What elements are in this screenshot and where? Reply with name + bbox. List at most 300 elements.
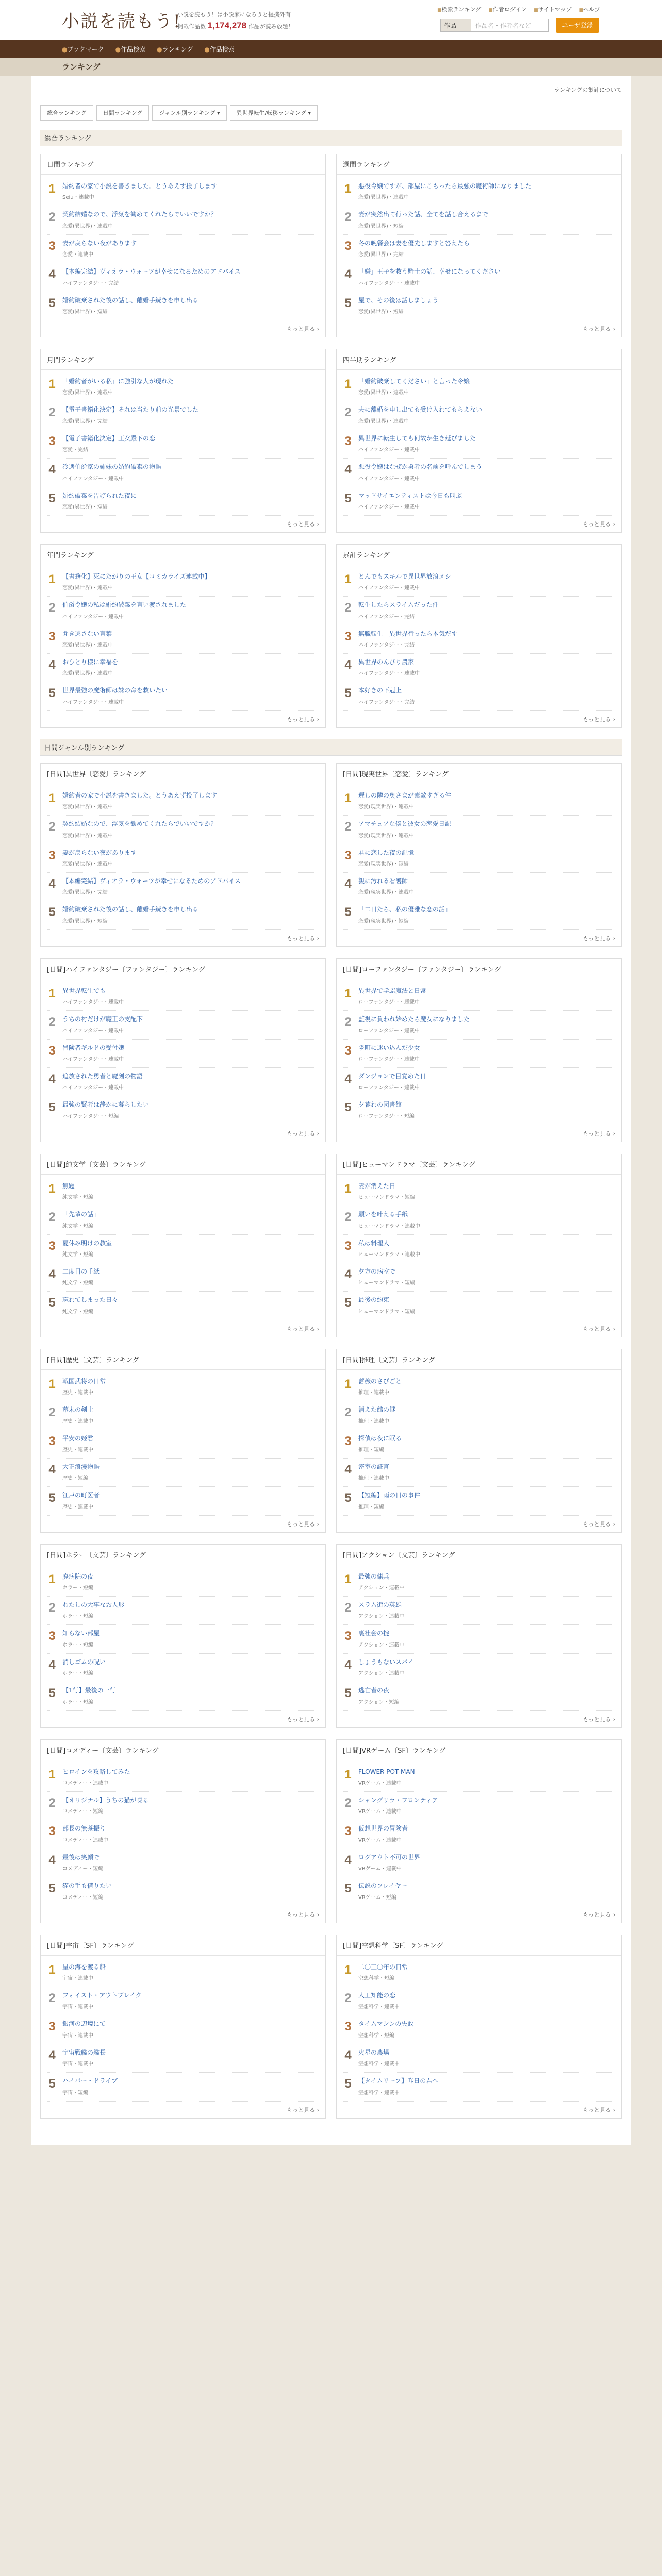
nav-item[interactable]: ● 作品検索 [204, 45, 235, 54]
rank-title-link[interactable]: 忘れてしまった日々 [62, 1296, 119, 1304]
ranking-tabs [40, 105, 622, 121]
ranking-card [40, 958, 326, 1142]
rank-title-link[interactable]: 平安の姫君 [62, 1434, 94, 1442]
rank-body [62, 2077, 319, 2095]
rank-meta: 歴史・連載中 [62, 1447, 93, 1453]
rank-body [62, 1296, 319, 1314]
site-logo-text: 小説を読もう! [62, 11, 181, 32]
rank-title-link[interactable]: 【書籍化】死にたがりの王女【コミカライズ連載中】 [62, 572, 211, 580]
rank-title-link[interactable]: FLOWER POT MAN [358, 1768, 415, 1775]
more-link[interactable]: もっと見る › [41, 711, 325, 727]
rank-title-link[interactable]: 婚約者の家で小説を書きました。とうあえず投了します [62, 182, 218, 190]
rank-meta: ハイファンタジー・連載中 [62, 1056, 124, 1062]
ranking-item [47, 844, 319, 873]
rank-body [62, 434, 319, 453]
ranking-item [343, 2015, 615, 2044]
rank-title-link[interactable]: フォイスト・アウトブレイク [62, 1991, 142, 1999]
header-link[interactable]: ■ サイトマップ [534, 5, 571, 13]
rank-title-link[interactable]: 親に汚れる看護師 [358, 877, 408, 885]
rank-title-link[interactable]: 【タイムリープ】昨日の君へ [358, 2077, 439, 2085]
rank-title-link[interactable]: 「先輩の話」 [62, 1211, 100, 1218]
rank-title-link[interactable]: 仮想世界の冒険者 [358, 1825, 408, 1833]
rank-title-link[interactable]: 薔薇のさびごと [358, 1377, 402, 1385]
rank-number: 1 [48, 791, 56, 805]
rank-title-link[interactable]: シャングリラ・フロンティア [358, 1797, 438, 1804]
rank-body [62, 1210, 319, 1229]
rank-number: 2 [344, 1405, 352, 1420]
ranking-item [47, 816, 319, 844]
rank-title-link[interactable]: 「婚約破棄してください」と言った令嬢 [358, 377, 470, 385]
ranking-list [41, 565, 325, 711]
ranking-list [337, 1175, 621, 1320]
rank-body [62, 1796, 319, 1815]
more-link[interactable]: もっと見る › [337, 2102, 621, 2118]
ranking-list [337, 1956, 621, 2102]
rank-title-link[interactable]: 願いを叶える手紙 [358, 1211, 408, 1218]
search-input[interactable]: 作品名・作者名など [471, 19, 549, 32]
rank-meta: 恋愛(異世界)・完結 [62, 890, 108, 896]
more-link[interactable]: もっと見る › [337, 1516, 621, 1532]
rank-title-link[interactable]: 江戸の町医者 [62, 1492, 100, 1499]
rank-title-link[interactable]: 逃亡者の夜 [358, 1687, 390, 1694]
rank-body [62, 1658, 319, 1676]
rank-number: 4 [48, 2048, 56, 2062]
rank-meta: VRゲーム・短編 [358, 1894, 396, 1901]
main-content [31, 76, 631, 2145]
rank-number: 3 [344, 239, 352, 253]
rank-title-link[interactable]: ログアウト不可の世界 [358, 1853, 421, 1861]
rank-title-link[interactable]: 君に恋した夜の記憶 [358, 849, 415, 856]
rank-title-link[interactable]: 二〇三〇年の日常 [358, 1963, 408, 1971]
ranking-item [343, 487, 615, 516]
ranking-item [343, 1682, 615, 1710]
search-type-select[interactable]: 作品 [440, 19, 471, 32]
ranking-item [47, 373, 319, 401]
more-link[interactable]: もっと見る › [41, 320, 325, 337]
rank-title-link[interactable]: 知らない部屋 [62, 1630, 100, 1637]
rank-title-link[interactable]: 妻が戻らない夜があります [62, 849, 137, 856]
rank-body [62, 2048, 319, 2067]
ranking-item [343, 1568, 615, 1597]
more-link[interactable]: もっと見る › [337, 516, 621, 532]
rank-meta: 歴史・連載中 [62, 1418, 93, 1425]
rank-meta: アクション・連載中 [358, 1614, 405, 1620]
rank-title-link[interactable]: 最強の賢者は静かに暮らしたい [62, 1101, 150, 1109]
rank-title-link[interactable]: スラム街の英雄 [358, 1601, 402, 1609]
ranking-item [343, 1959, 615, 1987]
nav-item[interactable]: ● ランキング [157, 45, 193, 54]
rank-meta: ハイファンタジー・完結 [358, 699, 415, 705]
rank-title-link[interactable]: 【電子書籍化決定】王女殿下の恋 [62, 434, 156, 442]
rank-title-link[interactable]: 【電子書籍化決定】それは当たり前の光景でした [62, 406, 199, 414]
rank-number: 5 [344, 2077, 352, 2091]
ranking-item [343, 373, 615, 401]
stats-prefix: 掲載作品数 [177, 23, 206, 30]
rank-number: 5 [344, 905, 352, 920]
rank-meta: コメディー・連載中 [62, 1781, 109, 1787]
rank-body [62, 601, 319, 619]
rank-title-link[interactable]: 【本編完結】ヴィオラ・ウォーツが幸せになるためのアドバイス [62, 877, 241, 885]
rank-title-link[interactable]: 悪役令嬢ですが、部屋にこもったら最強の魔術師になりました [358, 182, 532, 190]
ranking-card [40, 1739, 326, 1923]
rank-title-link[interactable]: わたしの大事なお人形 [62, 1601, 125, 1609]
rank-body [358, 630, 615, 648]
rank-title-link[interactable]: ヒロインを攻略してみた [62, 1768, 130, 1775]
rank-title-link[interactable]: 本好きの下剋上 [358, 687, 402, 694]
rank-title-link[interactable]: 「婚約者がいる私」に強引な人が現れた [62, 377, 174, 385]
ranking-item [343, 1764, 615, 1792]
rank-title-link[interactable]: 妻が消えた日 [358, 1182, 396, 1190]
ranking-item [343, 1849, 615, 1877]
footer-spacer [0, 2145, 662, 2166]
rank-title-link[interactable]: 部長の無茶振り [62, 1825, 106, 1833]
rank-title-link[interactable]: 星の海を渡る船 [62, 1963, 106, 1971]
rank-title-link[interactable]: 冬の晩餐会は妻を優先しますと答えたら [358, 239, 470, 247]
rank-meta: 恋愛(異世界)・連載中 [62, 833, 113, 839]
rank-meta: アクション・連載中 [358, 1671, 405, 1677]
ranking-card-title: [日間]VRゲーム〔SF〕ランキング [337, 1740, 621, 1760]
rank-title-link[interactable]: 婚約破棄を告げられた夜に [62, 492, 137, 499]
rank-body [62, 210, 319, 229]
rank-meta: 恋愛(異世界)・短編 [62, 918, 108, 924]
rank-meta: ホラー・短編 [62, 1642, 93, 1648]
ranking-item [343, 1820, 615, 1849]
rank-meta: 空想科学・短編 [358, 2032, 394, 2039]
rank-meta: 宇宙・連載中 [62, 2032, 93, 2039]
rank-title-link[interactable]: 夫に離婚を申し出ても受け入れてもらえない [358, 406, 483, 414]
rank-title-link[interactable]: 無職転生 - 異世界行ったら本気だす - [358, 630, 462, 637]
rank-title-link[interactable]: うちの村だけが魔王の支配下 [62, 1015, 143, 1023]
ranking-item [343, 1625, 615, 1653]
rank-meta: ハイファンタジー・連載中 [358, 585, 420, 591]
rank-meta: アクション・連載中 [358, 1642, 405, 1648]
rank-meta: 恋愛(現実世界)・連載中 [358, 804, 414, 810]
rank-title-link[interactable]: 転生したらスライムだった件 [358, 601, 439, 609]
rank-meta: 純文学・短編 [62, 1280, 93, 1286]
rank-number: 5 [344, 686, 352, 701]
rank-meta: ハイファンタジー・完結 [358, 642, 415, 649]
rank-meta: ローファンタジー・連載中 [358, 1085, 420, 1091]
rank-number: 2 [344, 405, 352, 420]
rank-number: 4 [48, 463, 56, 477]
rank-meta: ローファンタジー・短編 [358, 1113, 415, 1120]
rank-meta: 純文学・短編 [62, 1195, 93, 1201]
rank-title-link[interactable]: 妻が戻らない夜があります [62, 239, 137, 247]
ranking-item [343, 1597, 615, 1625]
rank-title-link[interactable]: 最後の約束 [358, 1296, 390, 1304]
rank-title-link[interactable]: 冷遇伯爵家の姉妹の婚約破棄の物語 [62, 463, 162, 471]
ranking-item [343, 1292, 615, 1320]
rank-meta: ハイファンタジー・連載中 [62, 1028, 124, 1034]
tab-isekai[interactable]: 異世界転生/転移ランキング ▾ [230, 105, 318, 121]
rank-number: 1 [48, 572, 56, 586]
rank-title-link[interactable]: 【本編完結】ヴィオラ・ウォーツが幸せになるためのアドバイス [62, 268, 241, 276]
rank-body [358, 1658, 615, 1676]
more-link[interactable]: もっと見る › [41, 930, 325, 946]
site-header [0, 0, 662, 40]
rank-body [358, 1405, 615, 1424]
rank-number: 2 [344, 1601, 352, 1615]
rank-number: 5 [48, 1491, 56, 1505]
rank-body [62, 405, 319, 424]
rank-title-link[interactable]: 伝説のプレイヤー [358, 1882, 407, 1890]
rank-title-link[interactable]: 婚約破棄された後の話し、離婚手続きを申し出る [62, 296, 199, 304]
more-link[interactable]: もっと見る › [41, 1906, 325, 1923]
rank-title-link[interactable]: 追放された勇者と魔剣の物語 [62, 1072, 143, 1080]
rank-meta: VRゲーム・連載中 [358, 1809, 402, 1815]
rank-number: 2 [48, 405, 56, 420]
rank-title-link[interactable]: ダンジョンで目覚めた日 [358, 1072, 426, 1080]
rank-title-link[interactable]: 廃病院の夜 [62, 1572, 94, 1580]
rank-title-link[interactable]: 異世界のんびり農家 [358, 658, 415, 666]
rank-title-link[interactable]: 最後は笑顔で [62, 1853, 100, 1861]
rank-meta: 恋愛(異世界)・連載中 [358, 195, 409, 201]
rank-title-link[interactable]: 世界最強の魔術師は妹の命を救いたい [62, 687, 168, 694]
rank-title-link[interactable]: 無題 [62, 1182, 75, 1190]
ranking-item [343, 1068, 615, 1096]
ranking-card [336, 154, 622, 337]
rank-body [62, 1572, 319, 1591]
ranking-item [47, 263, 319, 292]
rank-title-link[interactable]: 【短編】雨の日の事件 [358, 1492, 421, 1499]
ranking-card [336, 1349, 622, 1533]
ranking-list [337, 175, 621, 320]
ranking-card [40, 1154, 326, 1337]
ranking-item [47, 430, 319, 459]
header-links [437, 5, 600, 13]
ranking-item [47, 1487, 319, 1515]
rank-title-link[interactable]: 消しゴムの呪い [62, 1658, 106, 1666]
rank-title-link[interactable]: 妻が突然出て行った話、全てを話し合えるまで [358, 211, 489, 218]
rank-title-link[interactable]: 遅しの隣の奥さまが素敵すぎる件 [358, 791, 452, 799]
rank-meta: コメディー・短編 [62, 1809, 104, 1815]
rank-body [358, 905, 615, 924]
ranking-item [47, 206, 319, 234]
rank-title-link[interactable]: 夕方の病室で [358, 1267, 396, 1275]
ranking-item [343, 292, 615, 320]
rank-body [62, 905, 319, 924]
ranking-item [47, 1430, 319, 1459]
rank-title-link[interactable]: 契約結婚なので、浮気を勧めてくれたらでいいですか？ [62, 211, 217, 218]
ranking-item [343, 682, 615, 710]
rank-title-link[interactable]: 夕暮れの図書館 [358, 1101, 402, 1109]
more-link[interactable]: もっと見る › [41, 1711, 325, 1727]
ranking-info-link[interactable]: ランキングの集計について [554, 87, 622, 93]
rank-title-link[interactable]: タイムマシンの失敗 [358, 2020, 414, 2028]
ranking-item [343, 235, 615, 263]
rank-title-link[interactable]: 異世界に転生しても何故か生き延びました [358, 434, 476, 442]
rank-title-link[interactable]: 【オリジナル】うちの猫が喋る [62, 1797, 149, 1804]
rank-title-link[interactable]: 「二日たら、私の優雅な恋の話」 [358, 906, 452, 913]
rank-title-link[interactable]: 幕末の剣士 [62, 1406, 94, 1414]
rank-title-link[interactable]: 二度目の手紙 [62, 1267, 100, 1275]
rank-meta: 歴史・短編 [62, 1476, 88, 1482]
more-link[interactable]: もっと見る › [41, 1125, 325, 1142]
search-box [440, 19, 549, 32]
rank-title-link[interactable]: 婚約者の家で小説を書きました。とうあえず投了します [62, 791, 218, 799]
ranking-list [41, 1565, 325, 1711]
ranking-card [336, 1544, 622, 1728]
ranking-card [336, 958, 622, 1142]
rank-body [62, 630, 319, 648]
rank-title-link[interactable]: おひとり様に幸福を [62, 658, 119, 666]
rank-title-link[interactable]: 夏休み明けの教室 [62, 1239, 112, 1247]
tab-genre[interactable]: ジャンル別ランキング ▾ [152, 105, 226, 121]
rank-title-link[interactable]: アマチュアな僕と彼女の恋愛日記 [358, 820, 451, 828]
rank-body [62, 820, 319, 838]
rank-title-link[interactable]: 消えた館の謎 [358, 1406, 396, 1414]
more-link[interactable]: もっと見る › [337, 711, 621, 727]
rank-body [62, 463, 319, 481]
rank-number: 3 [344, 1824, 352, 1839]
rank-meta: コメディー・連載中 [62, 1837, 109, 1843]
more-link[interactable]: もっと見る › [337, 1320, 621, 1337]
ranking-item [47, 459, 319, 487]
stats-count: 1,174,278 [207, 21, 247, 30]
rank-meta: 空想科学・短編 [358, 1975, 394, 1981]
rank-title-link[interactable]: 銀河の辺境にて [62, 2020, 106, 2028]
more-link[interactable]: もっと見る › [337, 1711, 621, 1727]
ranking-item [343, 787, 615, 816]
rank-title-link[interactable]: 監視に負われ始めたら魔女になりました [358, 1015, 470, 1023]
rank-body [62, 267, 319, 286]
rank-number: 2 [344, 820, 352, 834]
rank-title-link[interactable]: 伯爵令嬢の私は婚約破棄を言い渡されました [62, 601, 187, 609]
rank-number: 1 [344, 1767, 352, 1782]
ranking-item [343, 873, 615, 901]
nav-item[interactable]: ● 作品検索 [115, 45, 146, 54]
site-logo[interactable] [62, 7, 181, 32]
rank-number: 4 [48, 1657, 56, 1672]
tab-total[interactable]: 総合ランキング [40, 105, 93, 121]
rank-title-link[interactable]: 密室の証言 [358, 1463, 390, 1470]
rank-title-link[interactable]: 【1行】最後の一行 [62, 1687, 116, 1694]
rank-meta: 恋愛(異世界)・連載中 [62, 585, 113, 591]
rank-number: 4 [344, 1462, 352, 1477]
rank-body [358, 1963, 615, 1981]
rank-number: 2 [48, 1796, 56, 1810]
more-link[interactable]: もっと見る › [41, 516, 325, 532]
rank-meta: 恋愛(現実世界)・短編 [358, 918, 409, 924]
rank-title-link[interactable]: 隣町に迷い込んだ少女 [358, 1044, 421, 1052]
rank-title-link[interactable]: 宇宙戦艦の艦長 [62, 2048, 106, 2056]
rank-title-link[interactable]: しょうもないスパイ [358, 1658, 415, 1666]
rank-meta: 宇宙・連載中 [62, 2004, 93, 2010]
rank-body [62, 2020, 319, 2038]
rank-title-link[interactable]: 戦国武将の日常 [62, 1377, 106, 1385]
rank-title-link[interactable]: 最強の傭兵 [358, 1572, 390, 1580]
ranking-item [47, 625, 319, 654]
rank-title-link[interactable]: 「嫌」王子を救う騎士の話、幸せになってください [358, 268, 501, 276]
ranking-card [336, 763, 622, 947]
rank-number: 4 [344, 267, 352, 282]
ranking-item [343, 1040, 615, 1068]
rank-title-link[interactable]: 猫の手も借りたい [62, 1882, 112, 1890]
ranking-item [343, 1373, 615, 1401]
rank-title-link[interactable]: 悪役令嬢はなぜか勇者の名前を呼んでしまう [358, 463, 483, 471]
rank-title-link[interactable]: 異世界で学ぶ魔法と日常 [358, 987, 427, 994]
ranking-item [343, 2073, 615, 2101]
rank-title-link[interactable]: 聞き逃さない言葉 [62, 630, 112, 637]
rank-number: 5 [48, 1882, 56, 1896]
ranking-item [343, 568, 615, 597]
rank-number: 1 [344, 182, 352, 196]
rank-body [62, 1267, 319, 1286]
rank-title-link[interactable]: 婚約破棄された後の話し、離婚手続きを申し出る [62, 906, 199, 913]
rank-title-link[interactable]: とんでもスキルで異世界放浪メシ [358, 572, 451, 580]
more-link[interactable]: もっと見る › [41, 1320, 325, 1337]
rank-title-link[interactable]: 大正浪漫物語 [62, 1463, 100, 1470]
ranking-list [41, 784, 325, 930]
nav-item[interactable]: ● ブックマーク [62, 45, 104, 54]
rank-title-link[interactable]: 屋で、その後は話しましょう [358, 296, 439, 304]
more-link[interactable]: もっと見る › [337, 1125, 621, 1142]
rank-title-link[interactable]: 異世界転生でも [62, 987, 106, 994]
rank-number: 5 [344, 1296, 352, 1310]
ranking-item [47, 1792, 319, 1820]
rank-meta: 恋愛(異世界)・連載中 [62, 671, 113, 677]
rank-body [358, 1267, 615, 1286]
more-link[interactable]: もっと見る › [337, 930, 621, 946]
rank-meta: ローファンタジー・連載中 [358, 1056, 420, 1062]
rank-title-link[interactable]: 冒険者ギルドの受付嬢 [62, 1044, 124, 1052]
header-link[interactable]: ■ 作者ログイン [488, 5, 526, 13]
rank-title-link[interactable]: 人工知能の恋 [358, 1991, 396, 1999]
ranking-item [343, 597, 615, 625]
rank-body [62, 1601, 319, 1619]
rank-body [358, 2048, 615, 2067]
rank-number: 1 [344, 572, 352, 586]
rank-body [62, 1824, 319, 1843]
ranking-card [40, 1544, 326, 1728]
header-link[interactable]: ■ 検索ランキング [437, 5, 481, 13]
rank-number: 4 [344, 1657, 352, 1672]
ranking-list [337, 565, 621, 711]
signup-button[interactable]: ユーザ登録 [556, 18, 599, 33]
rank-title-link[interactable]: 火星の農場 [358, 2048, 390, 2056]
rank-title-link[interactable]: 探偵は夜に眠る [358, 1434, 402, 1442]
rank-body [62, 1853, 319, 1872]
rank-title-link[interactable]: マッドサイエンティストは今日も叫ぶ [358, 492, 462, 499]
ranking-item [343, 1430, 615, 1459]
rank-number: 1 [48, 1572, 56, 1586]
rank-meta: 恋愛・完結 [62, 447, 88, 453]
ranking-item [47, 1040, 319, 1068]
more-link[interactable]: もっと見る › [337, 1906, 621, 1923]
rank-meta: 推理・短編 [358, 1504, 384, 1510]
ranking-item [343, 401, 615, 430]
tab-daily[interactable]: 日間ランキング [96, 105, 150, 121]
rank-title-link[interactable]: ハイパー・ドライブ [62, 2077, 118, 2085]
rank-number: 1 [48, 377, 56, 391]
rank-body [62, 877, 319, 895]
ranking-list [41, 370, 325, 516]
header-link[interactable]: ■ ヘルプ [578, 5, 600, 13]
rank-meta: ハイファンタジー・連載中 [358, 504, 420, 510]
more-link[interactable]: もっと見る › [41, 2102, 325, 2118]
rank-number: 4 [48, 1462, 56, 1477]
more-link[interactable]: もっと見る › [337, 320, 621, 337]
rank-title-link[interactable]: 私は料理人 [358, 1239, 390, 1247]
rank-title-link[interactable]: 裏社会の掟 [358, 1630, 390, 1637]
rank-title-link[interactable]: 契約結婚なので、浮気を勧めてくれたらでいいですか？ [62, 820, 217, 828]
rank-meta: 空想科学・連載中 [358, 2061, 400, 2067]
rank-meta: VRゲーム・連載中 [358, 1837, 402, 1843]
more-link[interactable]: もっと見る › [41, 1516, 325, 1532]
rank-number: 2 [48, 1991, 56, 2005]
rank-meta: 恋愛(異世界)・完結 [358, 252, 404, 258]
rank-number: 1 [48, 1181, 56, 1196]
